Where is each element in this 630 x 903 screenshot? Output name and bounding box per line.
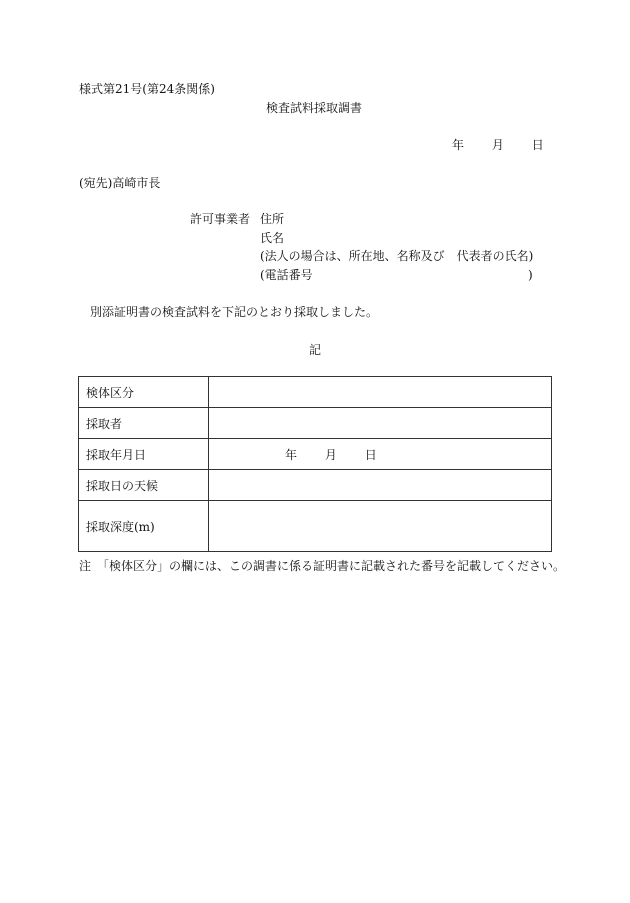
value-collector [209,408,552,439]
applicant-label: 許可事業者 [190,212,251,226]
value-collection-date [209,439,552,470]
date-year: 年 [452,138,465,152]
row-label-collection-date: 採取年月日 [79,439,209,470]
addressee: (宛先)高崎市長 [79,176,161,190]
table-row [79,470,552,501]
footnote: 注 「検体区分」の欄には、この調書に係る証明書に記載された番号を記載してください。 [79,559,566,573]
header-date [452,138,544,152]
row-date-year: 年 [285,447,298,462]
value-specimen-category [209,377,552,408]
corporate-note: (法人の場合は、所在地、名称及び 代表者の氏名) [260,249,534,263]
date-day: 日 [531,138,544,152]
row-label-collector: 採取者 [79,408,209,439]
form-number: 様式第21号(第24条関係) [79,82,215,96]
ki-heading: 記 [309,343,322,357]
phone-label: (電話番号 [260,268,313,282]
body-text: 別添証明書の検査試料を下記のとおり採取しました。 [90,305,379,319]
document-title: 検査試料採取調書 [266,101,363,115]
table-row [79,377,552,408]
value-weather [209,470,552,501]
phone-close-paren: ) [528,268,533,282]
date-month: 月 [491,138,504,152]
row-date-month: 月 [324,447,337,462]
row-label-weather: 採取日の天候 [79,470,209,501]
name-label: 氏名 [260,231,285,245]
table-row [79,408,552,439]
table-row [79,439,552,470]
address-label: 住所 [260,212,285,226]
table-row [79,501,552,552]
sample-table [78,376,552,552]
row-label-specimen-category: 検体区分 [79,377,209,408]
row-date-day: 日 [364,447,377,462]
value-depth [209,501,552,552]
row-label-depth: 採取深度(m) [79,501,209,552]
